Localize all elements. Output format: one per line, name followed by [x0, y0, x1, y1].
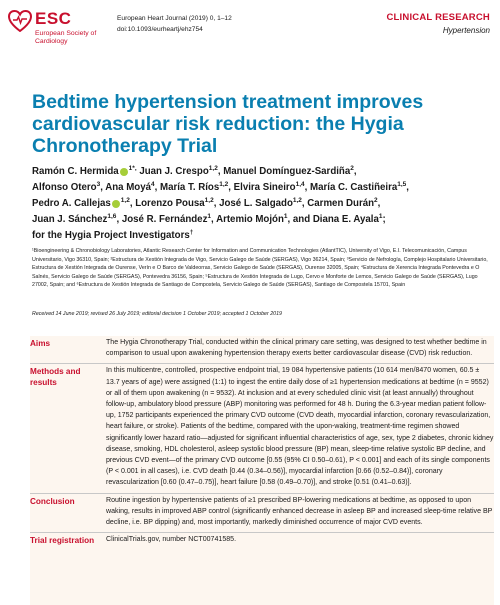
org-name: ESC — [35, 9, 72, 28]
affiliations: ¹Bioengineering & Chronobiology Laboratories, Atlantic Research Center for Information and Communication Technologies (AtlantTIC), University of Vigo, E.I. Telecomunicación, Campus Universitario, Vigo 36310, Spain; ²Estructura de Xestión Integrada de Vigo, Servicio Galego de Saúde (SERGAS), Vigo 36214, Spain; ³Servicio de Nefrología, Complejo Hospitalario Universitario, Estructura de Xestión Integrada de Ourense, Verín e O Barco de Valdeorras, Servicio Galego de Saúde (SERGAS), Ourense 32005, Spain; ⁴Estructura de Xerencia Integrada Pontevedra e O Salnés, Servicio Galego de Saúde (SERGAS), Pontevedra 36156, Spain; ⁵Estructura de Xestión Integrada de Lugo, Cervo e Monforte de Lemos, Servicio Galego de Saúde (SERGAS), Lugo 27002, Spain; and ⁶Estructura de Xestión Integrada de Santiago de Compostela, Servicio Galego de Saúde (SERGAS), Santiago de Compostela 15701, Spain — [32, 248, 488, 288]
article-header — [0, 0, 500, 70]
author-name: , María T. Ríos — [154, 182, 220, 194]
abstract-label: Methods and results — [30, 367, 81, 388]
author-name: , Elvira Sineiro — [228, 182, 296, 194]
affiliation-marker: 1,4 — [295, 180, 305, 188]
orcid-icon[interactable] — [112, 200, 120, 208]
affiliation-marker: 4 — [151, 180, 155, 188]
author-name: , Ana Moyá — [100, 182, 151, 194]
affiliation-marker: 1 — [283, 212, 288, 220]
abstract-label: Conclusion — [30, 496, 75, 506]
heart-icon — [8, 10, 32, 32]
abstract-section-registration — [30, 532, 494, 549]
author-name: , Artemio Mojón — [211, 214, 284, 226]
author-name: , — [353, 166, 357, 178]
author-line — [32, 227, 494, 243]
journal-citation: European Heart Journal (2019) 0, 1–12 — [117, 15, 232, 22]
trial-registration-link[interactable]: ClinicalTrials.gov, number NCT00741585. — [106, 536, 237, 544]
affiliation-marker: 1,2 — [208, 165, 218, 172]
author-name: Ramón C. Hermida — [32, 166, 119, 178]
affiliation-marker: 1,6 — [107, 212, 117, 220]
affiliation-marker: 3 — [96, 180, 101, 188]
org-full-name: European Society of Cardiology — [35, 30, 97, 45]
author-name: , — [377, 198, 381, 210]
author-line — [32, 163, 494, 179]
received-dates: Received 14 June 2019; revised 26 July 2019; editorial decision 1 October 2019; accepted 1 October 2019 — [32, 311, 282, 317]
author-name: , Carmen Durán — [301, 198, 375, 210]
section-label — [386, 12, 490, 35]
affiliation-marker: 1 — [207, 212, 212, 220]
article-title: Bedtime hypertension treatment improves cardiovascular risk reduction: the Hygia Chronotherapy Trial — [32, 91, 424, 157]
author-line — [32, 195, 494, 211]
affiliation-marker: 2 — [350, 165, 354, 172]
author-line — [32, 211, 494, 227]
affiliation-marker: 2 — [374, 196, 378, 204]
journal-reference — [117, 14, 232, 35]
affiliation-marker: 1,2 — [292, 196, 302, 204]
affiliation-marker: 1,2 — [204, 196, 214, 204]
abstract-section-conclusion — [30, 493, 494, 533]
affiliation-marker: 1*, — [128, 165, 137, 172]
section-title: CLINICAL RESEARCH — [386, 12, 490, 23]
author-name: for the Hygia Project Investigators — [32, 229, 190, 241]
doi-link[interactable]: doi:10.1093/eurheartj/ehz754 — [117, 25, 203, 33]
author-name: Alfonso Otero — [32, 182, 97, 194]
author-name: Juan J. Crespo — [136, 166, 209, 178]
structured-abstract — [30, 336, 494, 549]
author-line — [32, 179, 494, 195]
abstract-text: The Hygia Chronotherapy Trial, conducted within the clinical primary care setting, was designed to test whether bedtime in comparison to usual upon awakening hypertension therapy exerts better cardiovascular disease (CVD) risk reduction. — [106, 339, 487, 358]
affiliation-marker: 1,2 — [120, 196, 130, 204]
author-list — [32, 163, 494, 243]
author-name: ; — [382, 214, 386, 226]
affiliation-marker: 1 — [378, 212, 383, 220]
author-name: , María C. Castiñeira — [304, 182, 398, 194]
author-name: , José R. Fernández — [116, 214, 208, 226]
author-name: Pedro A. Callejas — [32, 198, 111, 210]
author-name: , Lorenzo Pousa — [129, 198, 205, 210]
author-name: Juan J. Sánchez — [32, 214, 108, 226]
author-name: , José L. Salgado — [213, 198, 293, 210]
section-subtitle: Hypertension — [442, 26, 490, 35]
author-name: , Manuel Domínguez-Sardiña — [217, 166, 351, 178]
author-name: , and Diana E. Ayala — [287, 214, 379, 226]
abstract-section-aims — [30, 336, 494, 363]
abstract-label: Aims — [30, 339, 51, 348]
abstract-text: In this multicentre, controlled, prospective endpoint trial, 19 084 hypertensive patients (10 614 men/8470 women, 60.5 ± 13.7 years of age) were assigned (1:1) to ingest the entire daily dose of ≥1 hypertension medications at bedtime (n = 9552) or all of them upon awakening (n = 9532). At inclusion and at every scheduled clinic visit (at least annually) throughout follow-up, ambulatory blood pressure (ABP) monitoring was performed for 48 h. During the 6.3-year median patient follow-up, 1752 participants experienced the primary CVD outcome (CVD death, myocardial infarction, coronary revascularization, heart failure, or stroke). Patients of the bedtime, compared with the upon-waking, treatment-time regimen showed significantly lower hazard ratio—adjusted for significant influential characteristics of age, sex, type 2 diabetes, chronic kidney disease, smoking, HDL cholesterol, asleep systolic blood pressure (BP) mean, sleep-time relative systolic BP decline, and previous CVD event—of the primary CVD outcome [0.55 (95% CI 0.50–0.61), P < 0.001] and each of its single components (P < 0.001 in all cases), i.e. CVD death [0.44 (0.34–0.56)], myocardial infarction [0.66 (0.52–0.84)], coronary revascularization [0.60 (0.47–0.75)], heart failure [0.58 (0.49–0.70)], and stroke [0.51 (0.41–0.63)]. — [106, 367, 494, 487]
orcid-icon[interactable] — [120, 168, 128, 176]
abstract-section-methods — [30, 363, 494, 492]
affiliation-marker: 1,2 — [219, 180, 229, 188]
affiliation-marker: 1,5 — [397, 180, 407, 188]
abstract-label: Trial registration — [30, 536, 95, 546]
affiliation-marker: † — [189, 228, 194, 236]
abstract-text: Routine ingestion by hypertensive patients of ≥1 prescribed BP-lowering medications at bedtime, as opposed to upon waking, results in improved ABP control (significantly enhanced decrease in asleep BP and increased sleep-time relative BP decline, i.e. BP dipping) and, most importantly, markedly diminished occurrence of major CVD events. — [106, 496, 493, 527]
author-name: , — [406, 182, 409, 194]
